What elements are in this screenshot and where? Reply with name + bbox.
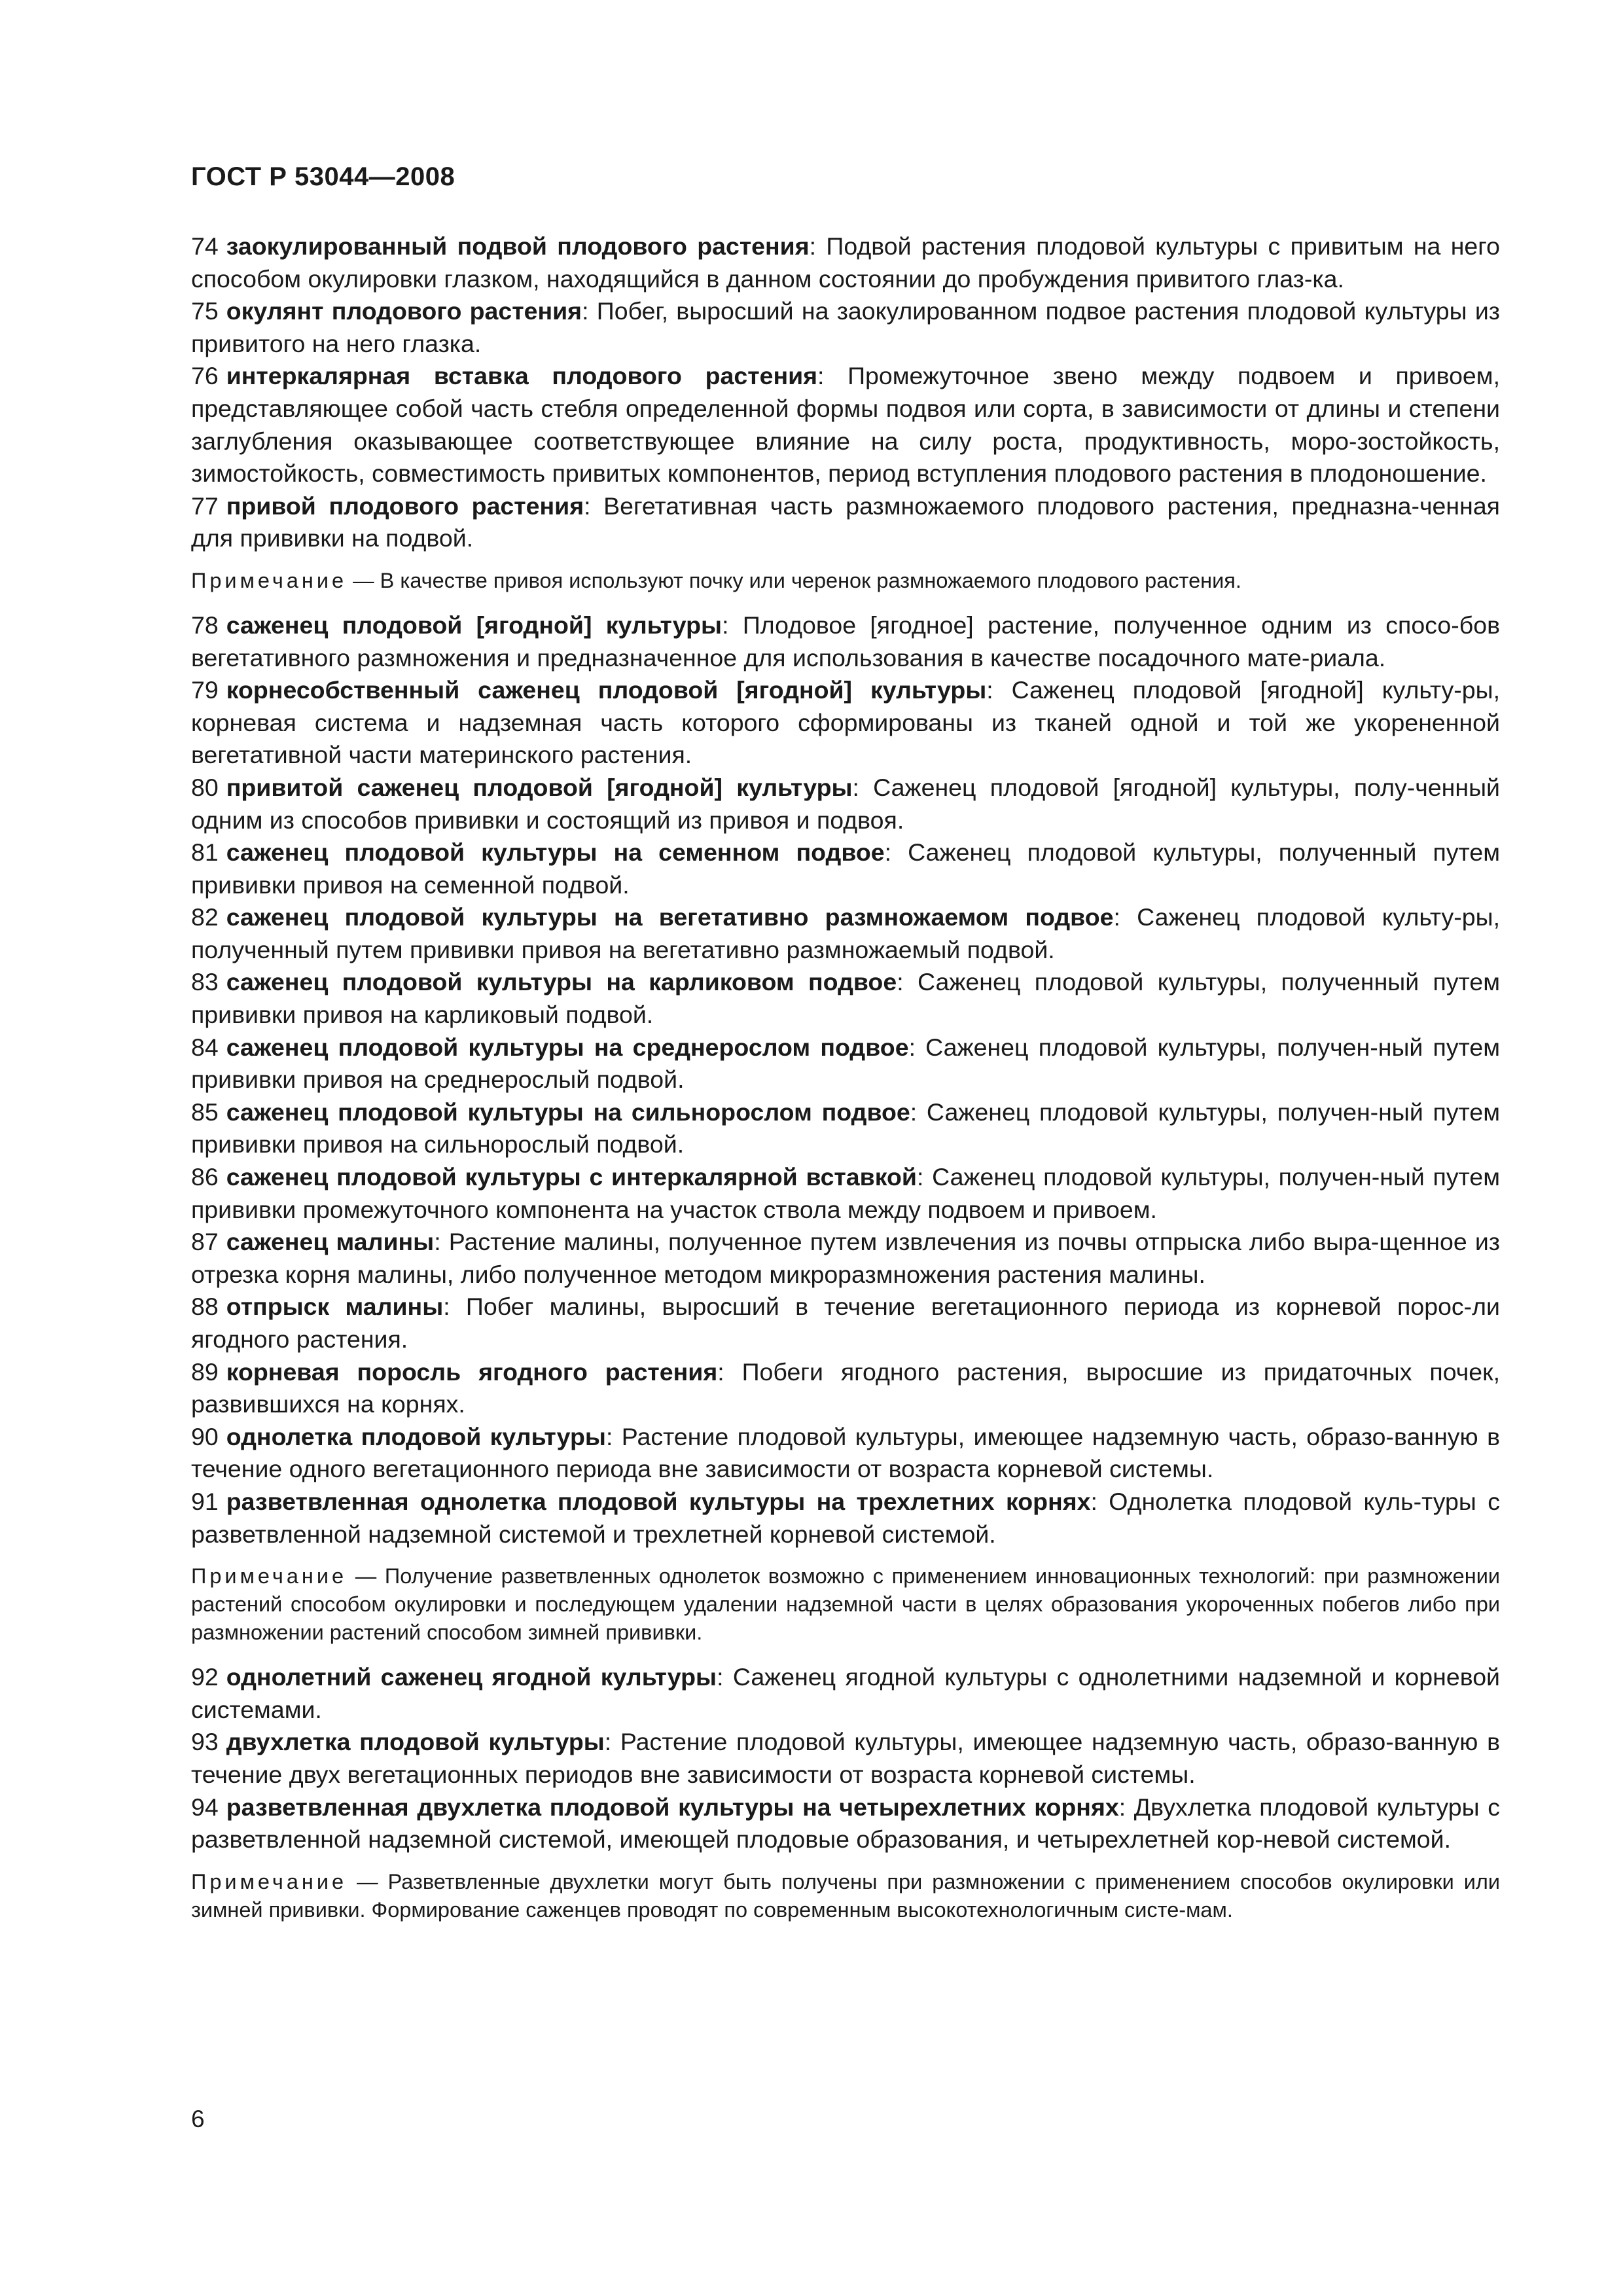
term-definition: : Саженец плодовой культу-ры, полученный путем прививки привоя на вегетативно размножаемый подвой. [191,903,1500,963]
term-entry [191,1031,1500,1096]
term-name: саженец плодовой культуры на среднерослом подвое [226,1033,909,1061]
term-definition: : Саженец плодовой культуры, полученный путем прививки привоя на семенной подвой. [191,838,1500,899]
note-lead: Примечание [191,568,348,592]
term-definition: : Саженец плодовой культуры, получен-ный путем прививки привоя на сильнорослый подвой. [191,1098,1500,1158]
term-definition: : Саженец ягодной культуры с однолетними надземной и корневой системами. [191,1663,1501,1723]
term-entry [191,1161,1500,1226]
term-entry [191,1096,1500,1161]
note [191,1868,1500,1924]
term-entry [191,966,1500,1031]
page-number: 6 [191,2106,205,2132]
term-name: корневая поросль ягодного растения [226,1357,718,1386]
term-name: саженец малины [226,1228,435,1256]
term-name: привой плодового растения [226,492,584,520]
term-number: 88 [191,1293,219,1321]
term-number: 84 [191,1033,219,1061]
term-number: 76 [191,362,219,390]
term-name: саженец плодовой культуры на сильнорослом подвое [226,1098,910,1126]
term-definition: : Побеги ягодного растения, выросшие из придаточных почек, развившихся на корнях. [191,1357,1500,1418]
term-number: 92 [191,1663,219,1691]
term-name: двухлетка плодовой культуры [226,1728,605,1756]
term-entry [191,1291,1500,1355]
term-number: 94 [191,1793,219,1821]
note-text: — Разветвленные двухлетки могут быть получены при размножении с применением способов окулировки или зимней прививки. Формирование саженцев проводят по современным высокотехнологичным систе-мам. [191,1869,1500,1922]
term-number: 93 [191,1728,219,1756]
term-entry [191,295,1500,360]
term-entry [191,901,1500,966]
term-number: 80 [191,773,219,801]
term-number: 79 [191,676,219,704]
term-definition: : Саженец плодовой [ягодной] культуры, полу-ченный одним из способов прививки и состоящий из привоя и подвоя. [191,773,1500,834]
term-name: однолетка плодовой культуры [226,1422,606,1450]
term-definition: : Саженец плодовой культуры, получен-ный путем прививки промежуточного компонента на участок ствола между подвоем и привоем. [191,1163,1500,1223]
term-entry [191,230,1500,295]
term-number: 91 [191,1487,219,1515]
term-entry [191,1661,1500,1726]
term-name: отпрыск малины [226,1293,444,1321]
term-name: привитой саженец плодовой [ягодной] культуры [226,773,853,801]
terms-list [191,230,1500,1939]
term-name: саженец плодовой культуры с интеркалярной вставкой [226,1163,917,1191]
term-definition: : Двухлетка плодовой культуры с разветвленной надземной системой, имеющей плодовые образования, и четырехлетней кор-невой системой. [191,1793,1500,1854]
term-name: окулянт плодового растения [226,297,582,325]
term-definition: : Однолетка плодовой куль-туры с разветвленной надземной системой и трехлетней корневой системой. [191,1487,1500,1548]
note [191,1562,1500,1647]
term-definition: : Вегетативная часть размножаемого плодового растения, предназна-ченная для прививки на подвой. [191,492,1500,552]
term-name: саженец плодовой культуры на карликовом подвое [226,968,897,996]
term-number: 85 [191,1098,219,1126]
term-entry [191,360,1500,490]
term-name: интеркалярная вставка плодового растения [226,362,818,390]
term-entry [191,490,1500,555]
term-definition: : Саженец плодовой [ягодной] культу-ры, корневая система и надземная часть которого сформированы из тканей одной и той же укорененной вегетативной части материнского растения. [191,676,1500,769]
term-definition: : Подвой растения плодовой культуры с привитым на него способом окулировки глазком, находящийся в данном состоянии до пробуждения привитого глаз-ка. [191,232,1500,293]
term-name: однолетний саженец ягодной культуры [226,1663,717,1691]
note-text: — Получение разветвленных однолеток возможно с применением инновационных технологий: при размножении растений способом окулировки и последующем удалении надземной части в целях образования укороченных побегов либо при размножении растений способом зимней прививки. [191,1564,1500,1645]
term-name: разветвленная однолетка плодовой культуры на трехлетних корнях [226,1487,1091,1515]
term-definition: : Саженец плодовой культуры, полученный путем прививки привоя на карликовый подвой. [191,968,1500,1029]
note-lead: Примечание [191,1869,348,1893]
term-number: 83 [191,968,219,996]
term-definition: : Плодовое [ягодное] растение, полученное одним из спосо-бов вегетативного размножения и предназначенное для использования в качестве посадочного мате-риала. [191,611,1500,672]
term-definition: : Побег малины, выросший в течение вегетационного периода из корневой порос-ли ягодного растения. [191,1293,1500,1353]
term-definition: : Растение плодовой культуры, имеющее надземную часть, образо-ванную в течение двух вегетационных периодов вне зависимости от возраста корневой системы. [191,1728,1501,1788]
term-entry [191,772,1500,836]
term-name: саженец плодовой [ягодной] культуры [226,611,722,639]
document-code: ГОСТ Р 53044—2008 [191,162,455,191]
term-number: 86 [191,1163,219,1191]
note [191,567,1500,595]
term-number: 77 [191,492,219,520]
term-entry [191,1486,1500,1551]
term-entry [191,674,1500,772]
term-definition: : Растение плодовой культуры, имеющее надземную часть, образо-ванную в течение одного вегетационного периода вне зависимости от возраста корневой системы. [191,1422,1500,1483]
term-number: 75 [191,297,219,325]
term-number: 82 [191,903,219,931]
term-number: 78 [191,611,219,639]
term-entry [191,1421,1500,1486]
term-name: саженец плодовой культуры на семенном подвое [226,838,885,867]
term-name: корнесобственный саженец плодовой [ягодной] культуры [226,676,987,704]
term-entry [191,836,1500,901]
term-name: разветвленная двухлетка плодовой культуры на четырехлетних корнях [226,1793,1119,1821]
term-entry [191,609,1500,674]
term-entry [191,1791,1500,1856]
term-definition: : Саженец плодовой культуры, получен-ный путем прививки привоя на среднерослый подвой. [191,1033,1500,1094]
term-definition: : Побег, выросший на заокулированном подвое растения плодовой культуры из привитого на него глазка. [191,297,1500,357]
term-number: 90 [191,1422,219,1450]
term-number: 74 [191,232,219,260]
term-number: 87 [191,1228,219,1256]
term-entry [191,1726,1500,1791]
term-name: заокулированный подвой плодового растения [226,232,810,260]
note-text: — В качестве привоя используют почку или черенок размножаемого плодового растения. [347,568,1241,592]
term-definition: : Растение малины, полученное путем извлечения из почвы отпрыска либо выра-щенное из отрезка корня малины, либо полученное методом микроразмножения растения малины. [191,1228,1500,1288]
term-definition: : Промежуточное звено между подвоем и привоем, представляющее собой часть стебля определенной формы подвоя или сорта, в зависимости от длины и степени заглубления оказывающее соответствующее влияние на силу роста, продуктивность, моро-зостойкость, зимостойкость, совместимость привитых компонентов, период вступления плодового растения в плодоношение. [191,362,1500,488]
term-number: 89 [191,1357,219,1386]
term-entry [191,1356,1500,1421]
note-lead: Примечание [191,1564,348,1588]
term-entry [191,1226,1500,1291]
term-name: саженец плодовой культуры на вегетативно размножаемом подвое [226,903,1114,931]
term-number: 81 [191,838,219,867]
